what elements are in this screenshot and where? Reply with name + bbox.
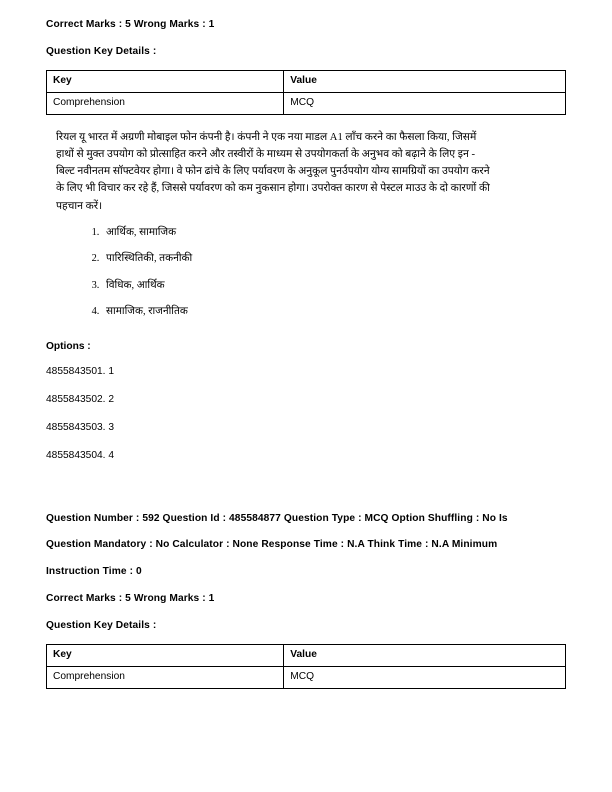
correct-marks-line-top: Correct Marks : 5 Wrong Marks : 1 [46, 19, 215, 30]
passage-line: हाथों से मुक्त उपयोग को प्रोत्साहित करने और तस्वीरों के माध्यम से उपयोगकर्ता के अनुभव को बढ़ाने के लिए इन - [56, 149, 476, 161]
question-key-details-table-bottom [46, 644, 566, 689]
passage-line: के लिए भी विचार कर रहे हैं, जिससे पर्यावरण को कम नुकसान होगा। उपरोक्त कारण से पेस्टल माउउ के दो कारणों की [56, 183, 490, 195]
table-cell-key: Comprehension [47, 666, 284, 688]
question-meta-line-2: Question Mandatory : No Calculator : None Response Time : N.A Think Time : N.A Minimum [46, 539, 498, 551]
option-row: 4855843502. 2 [46, 393, 114, 405]
question-meta-line-3: Instruction Time : 0 [46, 566, 142, 578]
table-cell-value: MCQ [284, 92, 566, 114]
correct-marks-line-bottom: Correct Marks : 5 Wrong Marks : 1 [46, 593, 215, 605]
table-header-row [47, 70, 566, 92]
table-header-row [47, 644, 566, 666]
question-meta-line-1: Question Number : 592 Question Id : 485584877 Question Type : MCQ Option Shuffling : No Is [46, 512, 508, 524]
options-label: Options : [46, 340, 91, 352]
passage-line: रियल यू भारत में अग्रणी मोबाइल फोन कंपनी है। कंपनी ने एक नया माडल A1 लॉंच करने का फैसला किया, जिसमें [56, 132, 477, 143]
table-cell-key: Comprehension [47, 92, 284, 114]
table-header-value: Value [284, 70, 566, 92]
table-row [47, 666, 566, 688]
hindi-answer-choices [46, 227, 566, 319]
question-key-details-label-top: Question Key Details : [46, 45, 157, 57]
table-header-value: Value [284, 644, 566, 666]
table-header-key: Key [47, 644, 284, 666]
passage-text [56, 129, 558, 215]
list-item: 2. पारिस्थितिकी, तकनीकी [102, 253, 566, 265]
option-row: 4855843504. 4 [46, 449, 114, 461]
question-key-details-table-top [46, 70, 566, 115]
option-row: 4855843503. 3 [46, 421, 114, 433]
table-row [47, 92, 566, 114]
list-item: 4. सामाजिक, राजनीतिक [102, 306, 566, 318]
table-cell-value: MCQ [284, 666, 566, 688]
question-key-details-label-bottom: Question Key Details : [46, 619, 157, 631]
option-row: 4855843501. 1 [46, 365, 114, 377]
question-meta-block [46, 512, 566, 633]
passage-line: बिल्ट नवीनतम सॉफ्टवेयर होगा। वे फोन ढांचे के लिए पर्यावरण के अनुकूल पुनर्उपयोग योग्य सामग्रियों का उपयोग करने [56, 166, 490, 178]
passage-line: पहचान करें। [56, 200, 103, 212]
list-item: 3. विधिक, आर्थिक [102, 280, 566, 292]
list-item: 1. आर्थिक, सामाजिक [102, 227, 566, 239]
section-spacer [46, 478, 566, 508]
table-header-key: Key [47, 70, 284, 92]
